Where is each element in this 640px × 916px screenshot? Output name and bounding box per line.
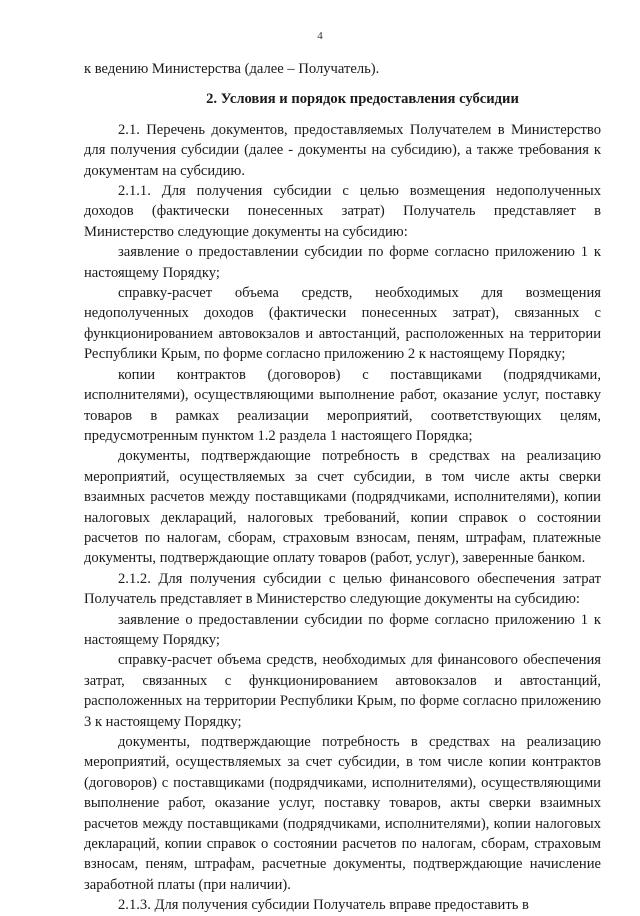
paragraph: заявление о предоставлении субсидии по форме согласно приложению 1 к настоящему Порядку;	[84, 244, 601, 281]
section-heading: 2. Условия и порядок предоставления субсидии	[206, 91, 519, 108]
paragraph: к ведению Министерства (далее – Получатель).	[84, 61, 380, 77]
paragraph: справку-расчет объема средств, необходимых для возмещения недополученных доходов (фактически понесенных затрат), связанных с функционированием автовокзалов и автостанций, расположенных на территории Республики Крым, по форме согласно приложению 2 к настоящему Порядку;	[84, 285, 601, 363]
paragraph: 2.1.2. Для получения субсидии с целью финансового обеспечения затрат Получатель представляет в Министерство следующие документы на субсидию:	[84, 570, 601, 608]
paragraph: копии контрактов (договоров) с поставщиками (подрядчиками, исполнителями), осуществляющими выполнение работ, оказание услуг, поставку товаров в рамках реализации мероприятий, соответствующих целям, предусмотренным пунктом 1.2 раздела 1 настоящего Порядка;	[84, 366, 601, 444]
paragraph: 2.1.1. Для получения субсидии с целью возмещения недополученных доходов (фактически понесенных затрат) Получатель представляет в Министерство следующие документы на субсидию:	[84, 183, 601, 240]
paragraph: документы, подтверждающие потребность в средствах на реализацию мероприятий, осуществляемых за счет субсидии, в том числе акты сверки взаимных расчетов между поставщиками (подрядчиками, исполнителями), копии налоговых деклараций, налоговых требований, копии справок о состоянии расчетов по налогам, сборам, страховым взносам, пеням, штрафам, платежные документы, подтверждающие оплату товаров (работ, услуг), заверенные банком.	[84, 448, 601, 567]
paragraph: 2.1. Перечень документов, предоставляемых Получателем в Министерство для получения субсидии (далее - документы на субсидию), а также требования к документам на субсидию.	[84, 121, 601, 179]
paragraph: документы, подтверждающие потребность в средствах на реализацию мероприятий, осуществляемых за счет субсидии, в том числе копии контрактов (договоров) с поставщиками (подрядчиками, исполнителями), осуществляющими выполнение работ, оказание услуг, поставку товаров, акты сверки взаимных расчетов между поставщиками (подрядчиками, исполнителями), копии налоговых деклараций, копии справок о состоянии расчетов по налогам, сборам, страховым взносам, пеням, штрафам, расчетные документы, подтверждающие начисление заработной платы (при наличии).	[84, 734, 601, 893]
paragraph: 2.1.3. Для получения субсидии Получатель вправе предоставить в	[118, 897, 529, 914]
page-number: 4	[317, 30, 323, 42]
document-body	[84, 59, 601, 916]
paragraph: заявление о предоставлении субсидии по форме согласно приложению 1 к настоящему Порядку;	[84, 611, 601, 648]
paragraph: справку-расчет объема средств, необходимых для финансового обеспечения затрат, связанных с функционированием автовокзалов и автостанций, расположенных на территории Республики Крым, по форме согласно приложению 3 к настоящему Порядку;	[84, 652, 601, 730]
